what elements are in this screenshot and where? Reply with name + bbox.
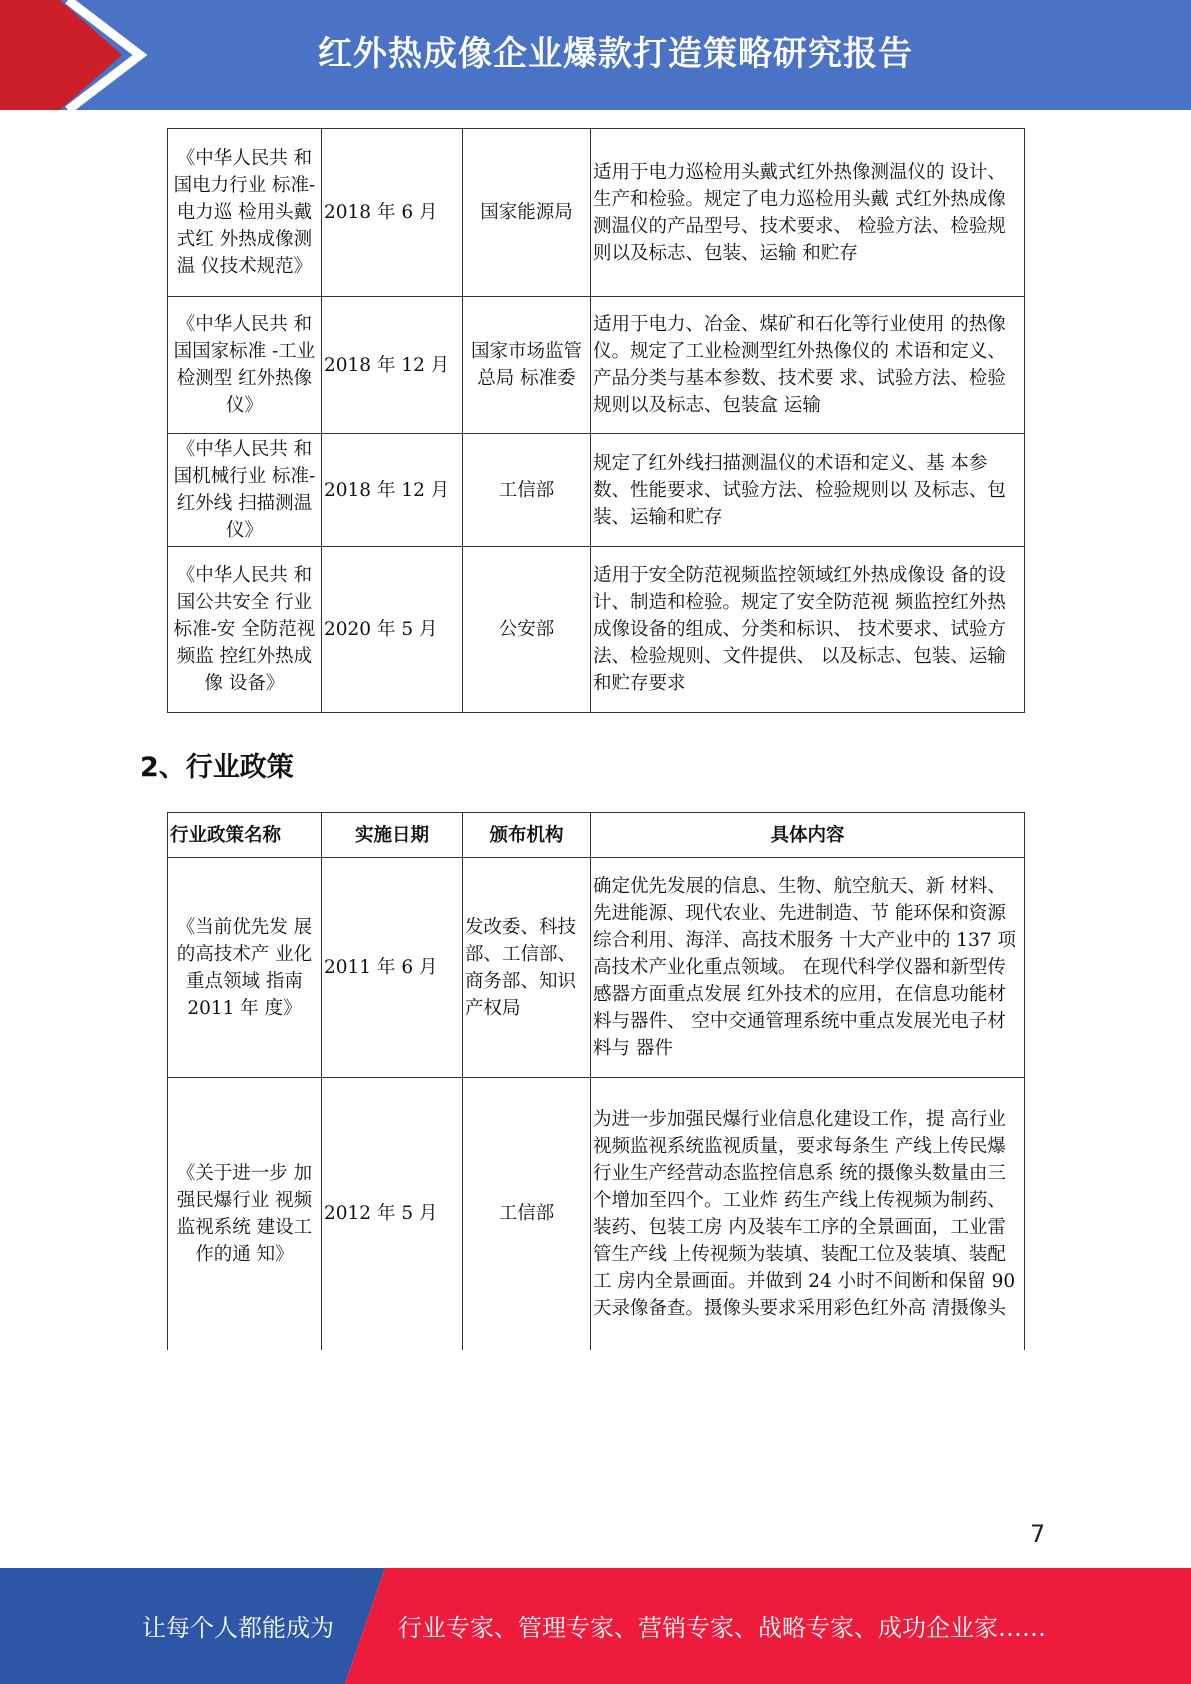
column-header-date: 实施日期 — [322, 813, 463, 858]
table-row — [168, 858, 1025, 1078]
table-row — [168, 1078, 1025, 1350]
footer-slogan-left: 让每个人都能成为 — [142, 1614, 334, 1642]
standard-name: 《中华人民共 和国电力行业 标准-电力巡 检用头戴式红 外热成像测温 仪技术规范》 — [168, 129, 322, 297]
standard-content: 适用于电力巡检用头戴式红外热像测温仪的 设计、生产和检验。规定了电力巡检用头戴 式红外热成像测温仪的产品型号、技术要求、 检验方法、检验规则以及标志、包装、运输 和贮存 — [591, 129, 1025, 297]
report-title: 红外热成像企业爆款打造策略研究报告 — [318, 34, 913, 74]
policy-date: 2011 年 6 月 — [322, 858, 463, 1078]
policy-name: 《当前优先发 展的高技术产 业化重点领域 指南 2011 年 度》 — [168, 858, 322, 1078]
section-heading: 2、行业政策 — [140, 752, 294, 783]
standard-date: 2018 年 6 月 — [322, 129, 463, 297]
policy-org: 发改委、科技部、工信部、商务部、知识产权局 — [463, 858, 591, 1078]
standard-name: 《中华人民共 和国国家标准 -工业检测型 红外热像仪》 — [168, 297, 322, 434]
table-header-row — [168, 813, 1025, 858]
standard-content: 适用于安全防范视频监控领域红外热成像设 备的设计、制造和检验。规定了安全防范视 频监控红外热成像设备的组成、分类和标识、 技术要求、试验方法、检验规则、文件提供、 以及标志、包装、运输和贮存要求 — [591, 547, 1025, 713]
footer-slogan-right: 行业专家、管理专家、营销专家、战略专家、成功企业家…… — [398, 1614, 1046, 1642]
standard-date: 2018 年 12 月 — [322, 434, 463, 547]
column-header-org: 颁布机构 — [463, 813, 591, 858]
column-header-name: 行业政策名称 — [168, 813, 322, 858]
policy-date: 2012 年 5 月 — [322, 1078, 463, 1350]
table-row — [168, 547, 1025, 713]
table-row — [168, 129, 1025, 297]
standard-org: 工信部 — [463, 434, 591, 547]
policy-org: 工信部 — [463, 1078, 591, 1350]
standard-name: 《中华人民共 和国公共安全 行业标准-安 全防范视频监 控红外热成像 设备》 — [168, 547, 322, 713]
standard-content: 适用于电力、冶金、煤矿和石化等行业使用 的热像仪。规定了工业检测型红外热像仪的 术语和定义、产品分类与基本参数、技术要 求、试验方法、检验规则以及标志、包装盒 运输 — [591, 297, 1025, 434]
standard-content: 规定了红外线扫描测温仪的术语和定义、基 本参数、性能要求、试验方法、检验规则以 及标志、包装、运输和贮存 — [591, 434, 1025, 547]
policy-table — [167, 812, 1025, 1350]
standard-date: 2020 年 5 月 — [322, 547, 463, 713]
standard-org: 国家市场监管总局 标准委 — [463, 297, 591, 434]
policy-content: 确定优先发展的信息、生物、航空航天、新 材料、先进能源、现代农业、先进制造、节 能环保和资源综合利用、海洋、高技术服务 十大产业中的 137 项高技术产业化重点领域。 在现代科学仪器和新型传感器方面重点发展 红外技术的应用，在信息功能材料与器件、 空中交通管理系统中重点发展光电子材料与 器件 — [591, 858, 1025, 1078]
standard-org: 国家能源局 — [463, 129, 591, 297]
page-footer — [0, 1568, 1191, 1684]
table-row — [168, 434, 1025, 547]
standards-table — [167, 128, 1025, 713]
page-header — [0, 0, 1191, 110]
column-header-content: 具体内容 — [591, 813, 1025, 858]
standard-name: 《中华人民共 和国机械行业 标准-红外线 扫描测温仪》 — [168, 434, 322, 547]
table-row — [168, 297, 1025, 434]
standard-org: 公安部 — [463, 547, 591, 713]
standard-date: 2018 年 12 月 — [322, 297, 463, 434]
policy-name: 《关于进一步 加强民爆行业 视频监视系统 建设工作的通 知》 — [168, 1078, 322, 1350]
page-number: 7 — [1030, 1520, 1046, 1548]
policy-content: 为进一步加强民爆行业信息化建设工作，提 高行业视频监视系统监视质量，要求每条生 产线上传民爆行业生产经营动态监控信息系 统的摄像头数量由三个增加至四个。工业炸 药生产线上传视频为制药、装药、包装工房 内及装车工序的全景画面，工业雷管生产线 上传视频为装填、装配工位及装填、装配工 房内全景画面。并做到 24 小时不间断和保留 90 天录像备查。摄像头要求采用彩色红外高 清摄像头 — [591, 1078, 1025, 1350]
